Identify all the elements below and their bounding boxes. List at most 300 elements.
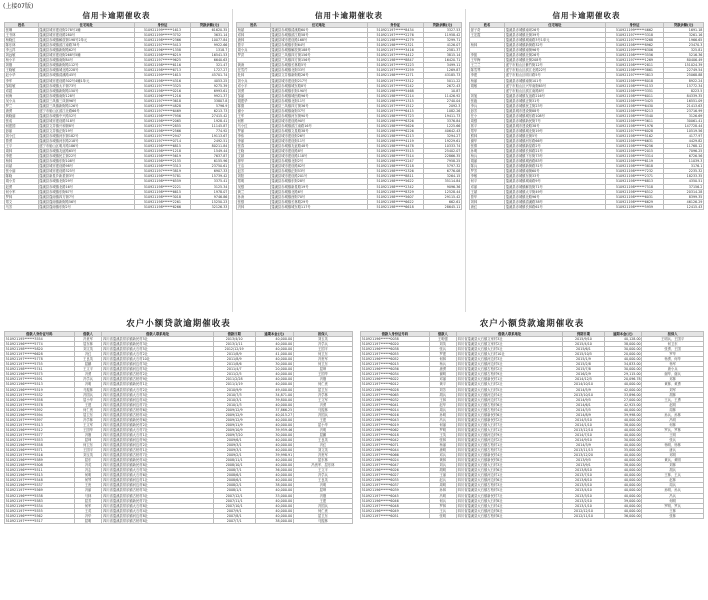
table-cell: 蓬溪县赤城镇新街路31号	[505, 164, 606, 169]
table-cell: 罗明、罗兵	[642, 503, 704, 508]
credit-card-overdue-table-1	[4, 9, 229, 312]
table-cell: 蓬溪县赤城镇北街11号	[270, 98, 367, 103]
table-cell: 23716.99	[664, 108, 704, 113]
table-cell: 510921198******6119	[605, 159, 664, 164]
table-cell: 2007/7/1	[213, 518, 255, 523]
table-cell: 蓬溪县赤城镇南街96号	[505, 48, 606, 53]
table-cell: 冯红	[74, 352, 102, 357]
table-cell: 20,000.00	[255, 367, 293, 372]
table-cell: 张明	[429, 513, 456, 518]
table-cell: 2007/9/1	[213, 508, 255, 513]
table-cell: 2740.04	[423, 98, 461, 103]
table-cell: 蓬溪县赤城镇北街39号	[505, 33, 606, 38]
table-cell: 李伟	[237, 134, 271, 139]
table-cell: 2013/9/5	[563, 458, 604, 463]
table-cell: 四川省蓬溪县大石镇河边村8社	[457, 508, 563, 513]
table-cell: 2672.43	[423, 83, 461, 88]
table-cell: 屈小华	[74, 397, 102, 402]
table-cell: 四川省蓬溪县常乐镇新民村4社	[102, 458, 213, 463]
table-cell: 四川省蓬溪县大石镇古柏村6社	[457, 402, 563, 407]
table-cell: 510921198******6559	[134, 179, 190, 184]
table-cell: 510921198******2221	[134, 184, 190, 189]
table-cell: 40,000.00	[604, 508, 642, 513]
table-cell: 刘阳	[237, 174, 271, 179]
table-cell: 510921197******3813	[605, 73, 664, 78]
table-cell: 25402.07	[423, 149, 461, 154]
table-cell: 李敏	[470, 174, 505, 179]
table-cell: 王晓敏	[5, 68, 39, 73]
column-header: 姓名	[237, 23, 271, 28]
table-cell: 四川省蓬溪县大石镇文家村3社	[457, 337, 563, 342]
table-cell: 510921197******5513	[5, 422, 75, 427]
table-cell: 510921198******6326	[367, 118, 423, 123]
table-cell: 四川省蓬溪县大石镇大石村7社	[457, 422, 563, 427]
table-cell: 四川省蓬溪县大石镇古柏村1社	[457, 443, 563, 448]
table-cell: 33807.8	[190, 98, 228, 103]
table-cell: 冯国兵	[293, 503, 352, 508]
table-cell: 510921196******5592	[5, 407, 75, 412]
table-cell: 郑华	[470, 128, 505, 133]
table-cell: 2010/9/9	[213, 387, 255, 392]
table-cell: 510921198******3611	[605, 118, 664, 123]
table-cell: 黄晓丽	[5, 113, 39, 118]
table-cell: 510921199******1613	[134, 28, 190, 33]
table-cell: 遂宁市船山区明月路5号	[505, 73, 606, 78]
table-cell: 40,000.00	[255, 382, 293, 387]
table-cell: 四川省蓬溪县常乐镇古柏村5社	[102, 493, 213, 498]
table-cell: 510921198******7956	[134, 113, 190, 118]
table-cell: 谢华	[470, 139, 505, 144]
table-cell: 四川省蓬溪县常乐镇大石村5社	[102, 347, 213, 352]
table-cell: 何建国	[5, 123, 39, 128]
table-cell: 四川省蓬溪县常乐镇古柏村8社	[102, 518, 213, 523]
table-cell: 杨丽	[470, 78, 505, 83]
table-cell: 510921197******3618	[134, 98, 190, 103]
table-cell: 冯学兵	[74, 377, 102, 382]
table-cell: 王宏霞	[470, 33, 505, 38]
table-cell: 冯学兵	[293, 473, 352, 478]
table-cell: 曾平	[237, 43, 271, 48]
table-cell: 510921198******3218	[367, 164, 423, 169]
table-cell: 40,000.00	[255, 342, 293, 347]
table-cell: 19411.73	[423, 113, 461, 118]
table-cell: 蓬溪县赤城镇河东街182号	[38, 134, 134, 139]
table-cell: 蓬溪县文井镇兴和街8号	[38, 123, 134, 128]
column-header: 借款人身份证号码	[5, 332, 75, 337]
table-cell: 谢小	[237, 108, 271, 113]
table-cell: 王良英	[293, 437, 352, 442]
table-cell: 蓬溪县三凤镇四方街156号	[270, 58, 367, 63]
table-cell: 510921196******5515	[5, 473, 75, 478]
table-cell: 冯志	[74, 468, 102, 473]
table-cell: 蓬溪县文井镇正街19号	[38, 128, 134, 133]
table-cell: 蓬溪县赤城镇友谊路48号	[270, 144, 367, 149]
table-cell: 16541.53	[190, 53, 228, 58]
table-cell: 冯兵	[642, 493, 704, 498]
table-cell: 510921197******6055	[361, 352, 430, 357]
table-cell: 2014/3/5	[563, 407, 604, 412]
table-cell: 蓬溪县赤城镇正街31号	[505, 98, 606, 103]
table-cell: 王洁	[237, 164, 271, 169]
table-cell: 39,959.46	[255, 427, 293, 432]
table-cell: 774.92	[190, 128, 228, 133]
table-cell: 冯华	[74, 513, 102, 518]
table-cell: 40,000.00	[255, 473, 293, 478]
table-cell: 邹绍敏	[5, 83, 39, 88]
table-cell: 2014/8/9	[563, 412, 604, 417]
table-cell: 蓬溪县赤城镇新星路2号	[505, 144, 606, 149]
table-cell: 周兵	[642, 483, 704, 488]
table-cell: 四川省蓬溪县常乐镇大石村1社	[102, 432, 213, 437]
table-cell: 2012/11/10	[563, 513, 604, 518]
table-cell: 510921198******3515	[367, 149, 423, 154]
table-cell: 蓬溪县三凤镇新街路126号	[38, 103, 134, 108]
table-cell: 马林	[74, 493, 102, 498]
table-cell: 1549.44	[190, 149, 228, 154]
table-cell: 冯红	[293, 443, 352, 448]
table-cell: 5796.9	[190, 103, 228, 108]
table-cell: 唐红	[470, 204, 505, 209]
table-cell: 蓬溪县城市建设路302号4幢1单元	[38, 78, 134, 83]
table-cell: 510921198******1976	[605, 123, 664, 128]
table-cell: 2013/1/11	[213, 342, 255, 347]
table-cell: 蓬溪县赤城镇东街33号	[505, 174, 606, 179]
table-cell: 孙明	[429, 412, 456, 417]
table-cell: 39,000.00	[604, 498, 642, 503]
table-cell: 四川省蓬溪县常乐镇古柏村1社	[102, 448, 213, 453]
table-cell: 四川省蓬溪县常乐镇古柏村9社	[102, 377, 213, 382]
table-cell: 邓明	[642, 453, 704, 458]
table-cell: 2009/10/9	[213, 427, 255, 432]
table-cell: 2013/10/10	[563, 392, 604, 397]
table-cell: 王国华	[293, 372, 352, 377]
table-cell: 四川省蓬溪县大石镇河边村5社	[457, 362, 563, 367]
table-cell: 何丽	[429, 422, 456, 427]
table-cell: 510921196******6046	[361, 498, 430, 503]
table-cell: 四川省蓬溪县常乐镇河边村7社	[102, 402, 213, 407]
table-cell: 510921197******3416	[367, 48, 423, 53]
table-cell: 510921198******7518	[605, 184, 664, 189]
table-cell: 510921196******5589	[5, 458, 75, 463]
table-cell: 510921198******3540	[605, 113, 664, 118]
table-cell: 四川省蓬溪县常乐镇河边村1社	[102, 478, 213, 483]
table-cell: 蓬溪县赤城镇民主街23号	[505, 103, 606, 108]
table-cell: 510921198******8018	[605, 78, 664, 83]
table-cell: 29,115.00	[604, 372, 642, 377]
table-cell: 510921197******8434	[367, 28, 423, 33]
table-cell: 蓬溪县赤城镇城南路3号1单元	[505, 38, 606, 43]
table-cell: 遂宁市船山区明月路186号	[38, 144, 134, 149]
table-cell: 四川省蓬溪县常乐镇新民村8社	[102, 463, 213, 468]
table-cell: 510921198******6011	[605, 93, 664, 98]
table-cell: 彭丽	[5, 128, 39, 133]
table-cell: 蓬溪县城市建设街26号	[270, 134, 367, 139]
table-cell: 1691.18	[664, 28, 704, 33]
table-cell: 蓬溪县赤城镇新街路62号	[38, 48, 134, 53]
table-cell: 40,015.27	[255, 412, 293, 417]
table-cell: 刘旭	[470, 93, 505, 98]
table-cell: 冯刚	[293, 493, 352, 498]
table-cell: 蓬溪县城市建设路82号	[270, 164, 367, 169]
column-header: 到期日期	[563, 332, 604, 337]
column-header: 姓名	[470, 23, 505, 28]
table-cell: 杨林	[470, 43, 505, 48]
table-cell: 4126.07	[423, 43, 461, 48]
table-cell: 马小红	[237, 123, 271, 128]
table-cell: 四川省蓬溪县常乐镇河边村9社	[102, 437, 213, 442]
table-cell: 四川省蓬溪县大石镇古柏村4社	[457, 407, 563, 412]
table-cell: 蓬溪县城市建设街217号	[270, 78, 367, 83]
table-cell: 王文军	[74, 422, 102, 427]
table-cell: 四川省蓬溪县常乐镇大石村3社	[102, 468, 213, 473]
table-cell: 黄平	[429, 382, 456, 387]
table-cell: 谢华、谢兵	[642, 372, 704, 377]
table-cell: 510921198******4316	[134, 78, 190, 83]
table-cell: 胡建华	[237, 98, 271, 103]
table-cell: 510921196******6043	[361, 417, 430, 422]
table-cell: 郭平	[470, 123, 505, 128]
table-cell: 510921198******3018	[134, 194, 190, 199]
table-cell: 510921196******6062	[361, 427, 430, 432]
column-header: 贷款余额(元)	[664, 23, 704, 28]
table-cell: 40,000.00	[255, 463, 293, 468]
table-cell: 2011/1/19	[213, 382, 255, 387]
table-cell: 84339.35	[664, 93, 704, 98]
table-cell: 510921198******2214	[367, 93, 423, 98]
table-cell: 冯学林	[74, 417, 102, 422]
table-cell: 2009/7/20	[213, 432, 255, 437]
table-cell: 蓬溪县赤城镇河东路66号	[505, 139, 606, 144]
credit-card-table-1	[4, 22, 229, 210]
table-cell: 510921198******4478	[367, 144, 423, 149]
table-cell: 王兵、王勇	[642, 397, 704, 402]
table-cell: 罗芳	[470, 169, 505, 174]
table-cell: 遂宁市船山区滨江南路8号	[505, 88, 606, 93]
table-cell: 510921198******5162	[605, 134, 664, 139]
table-cell: 黄涛	[237, 63, 271, 68]
table-cell: 2007/12/1	[213, 493, 255, 498]
table-cell: 510921198******5508	[5, 463, 75, 468]
table-cell: 何卫东	[74, 443, 102, 448]
table-cell: 510921198******2261	[134, 199, 190, 204]
table-cell: 四川省蓬溪县大石镇大石村8社	[457, 498, 563, 503]
table-cell: 510921197******5532	[5, 392, 75, 397]
table-cell: 何平	[470, 179, 505, 184]
table-cell: 32126.33	[190, 204, 228, 209]
table-cell: 15250.23	[190, 199, 228, 204]
table-row	[470, 204, 704, 209]
table-cell: 蓬溪县赤城镇东街67号	[38, 189, 134, 194]
table-cell: 屈芳	[74, 498, 102, 503]
credit-card-table-2-title: 信用卡逾期催收表	[315, 11, 383, 20]
table-cell: 唐勇	[5, 108, 39, 113]
table-cell: 510921196******6052	[361, 357, 430, 362]
table-cell: 23750.61	[190, 164, 228, 169]
table-cell: 3125.34	[190, 184, 228, 189]
table-row	[5, 204, 229, 209]
table-cell: 四川省蓬溪县常乐镇河边村2社	[102, 443, 213, 448]
table-cell: 34,833.00	[604, 362, 642, 367]
table-cell: 20,096.78	[604, 377, 642, 382]
table-cell: 2014/1/10	[563, 422, 604, 427]
table-cell: 孙涛	[237, 194, 271, 199]
table-cell: 冯贵军	[293, 453, 352, 458]
table-cell: 510921197******6020	[361, 342, 430, 347]
table-cell: 罗明	[429, 427, 456, 432]
table-cell: 冯刚	[293, 377, 352, 382]
table-cell: 文颖	[237, 154, 271, 159]
table-cell: 邓超	[5, 88, 39, 93]
table-cell: 2581.37	[423, 48, 461, 53]
table-cell: 李云祥	[5, 48, 39, 53]
table-cell: 刘玉英	[74, 453, 102, 458]
table-cell: 662.61	[423, 199, 461, 204]
table-cell: 510921198******7514	[367, 154, 423, 159]
table-cell: 蓬溪县城市建设路201号	[270, 174, 367, 179]
table-cell: 陈晓	[5, 174, 39, 179]
table-cell: 3264.15	[423, 174, 461, 179]
table-cell: 510921197******3223	[367, 63, 423, 68]
table-cell: 李振	[470, 53, 505, 58]
table-cell: 蓬溪县赤城镇城西路96号	[270, 93, 367, 98]
table-cell: 蓬溪县赤城镇解放街198号2单元	[38, 38, 134, 43]
table-cell: 40,000.00	[255, 508, 293, 513]
column-header: 住宅地址	[270, 23, 367, 28]
column-header: 逾期本金(元)	[604, 332, 642, 337]
table-cell: 王文平	[74, 367, 102, 372]
table-cell: 遂宁市船山区兴华南街65号	[505, 83, 606, 88]
table-cell: 510921196******5512	[5, 427, 75, 432]
table-cell: 冯林	[237, 204, 271, 209]
table-cell: 四川省蓬溪县大石镇河边村6社	[457, 478, 563, 483]
table-cell: 39,998.91	[255, 453, 293, 458]
table-cell: 510921198******6622	[367, 199, 423, 204]
table-cell: 33,000.00	[255, 493, 293, 498]
table-cell: 赵华	[429, 402, 456, 407]
table-cell: 25068.88	[664, 73, 704, 78]
table-cell: 5797.32	[423, 164, 461, 169]
table-cell: 40,000.00	[604, 468, 642, 473]
column-header: 担保人	[293, 332, 352, 337]
table-cell: 2009/12/9	[213, 412, 255, 417]
column-header: 身份证	[367, 23, 423, 28]
column-header: 住宅地址	[505, 23, 606, 28]
table-cell: 10519.56	[664, 128, 704, 133]
loan-table-2-title: 农户小额贷款逾期催收表	[479, 319, 585, 329]
table-cell: 四川省蓬溪县常乐镇河边村4社	[102, 397, 213, 402]
table-cell: 王国华	[74, 427, 102, 432]
table-cell: 12415.43	[664, 204, 704, 209]
table-cell: 22749.54	[664, 68, 704, 73]
table-cell: 王兵	[429, 508, 456, 513]
table-cell: 510921197******3325	[134, 83, 190, 88]
table-cell: 510921197******5555	[5, 508, 75, 513]
table-cell: 510921197******4412	[367, 53, 423, 58]
table-row	[361, 513, 704, 518]
column-header: 借款日期	[213, 332, 255, 337]
table-cell: 40,000.00	[604, 493, 642, 498]
table-cell: 1225.66	[423, 123, 461, 128]
table-cell: 11768.12	[664, 144, 704, 149]
table-cell: 2008/6/1	[213, 478, 255, 483]
table-cell: 唐勇	[429, 367, 456, 372]
table-cell: 2014/7/10	[563, 432, 604, 437]
table-cell: 6776.08	[423, 169, 461, 174]
table-cell: 2014/6/1	[563, 402, 604, 407]
table-cell: 冯贵军	[74, 337, 102, 342]
table-cell: 510921198******6713	[134, 68, 190, 73]
table-cell: 四川省蓬溪县常乐镇河边村8社	[102, 513, 213, 518]
table-cell: 510921196******6024	[361, 458, 430, 463]
table-cell: 510921196******5511	[5, 468, 75, 473]
table-cell: 510921197******5591	[5, 377, 75, 382]
table-cell: 胡小芳	[5, 179, 39, 184]
table-cell: 510921198******7232	[605, 169, 664, 174]
table-cell: 510921198******0216	[134, 88, 190, 93]
table-cell: 510921197******6047	[361, 463, 430, 468]
table-cell: 510921198******4213	[367, 134, 423, 139]
table-cell: 4053.25	[190, 78, 228, 83]
table-cell: 何海	[5, 93, 39, 98]
table-cell: 张林	[429, 437, 456, 442]
table-cell: 510921198******6256	[605, 144, 664, 149]
table-cell: 6155.96	[190, 159, 228, 164]
table-cell: 孙明、孙兵	[642, 488, 704, 493]
table-cell: 1727.27	[190, 68, 228, 73]
table-cell: 510921198******1271	[367, 73, 423, 78]
table-cell: 510921196******6044	[361, 448, 430, 453]
table-cell: 2014/5/9	[563, 387, 604, 392]
table-cell: 刘军	[642, 387, 704, 392]
table-cell: 510921197******6027	[361, 473, 430, 478]
table-cell: 蓬溪县赤城镇太平街73号	[38, 83, 134, 88]
table-cell: 冯国兵	[293, 412, 352, 417]
table-cell: 2008/11/1	[213, 458, 255, 463]
table-cell: 蓬溪县赤城镇滨江南路78号	[38, 43, 134, 48]
table-cell: 510921197******6019	[361, 422, 430, 427]
table-cell: 王贵	[74, 483, 102, 488]
table-cell: 510921196******5594	[5, 412, 75, 417]
table-cell: 510921197******2276	[367, 33, 423, 38]
table-cell: 510921198******2155	[134, 159, 190, 164]
table-cell: 黄林	[429, 458, 456, 463]
table-cell: 2010/3/1	[213, 397, 255, 402]
table-cell: 蓬溪县赤城镇民主街22号	[38, 154, 134, 159]
table-cell: 冯兵	[429, 417, 456, 422]
table-cell: 蓬溪县蓬南镇东街2号	[38, 204, 134, 209]
table-cell: 四川省蓬溪县大石镇古柏村8社	[457, 513, 563, 518]
table-cell: 蓬溪县赤城镇东街190号	[270, 88, 367, 93]
table-cell: 510921197******6048	[361, 503, 430, 508]
column-header: 贷款余额(元)	[423, 23, 461, 28]
table-cell: 蓬溪县赤城镇北街29号	[38, 179, 134, 184]
table-cell: 1966.65	[664, 38, 704, 43]
table-cell: 蓬溪县新星乡新星街3号	[38, 174, 134, 179]
table-cell: 向斌	[5, 164, 39, 169]
table-cell: 15772.34	[664, 83, 704, 88]
table-cell: 40,000.00	[604, 382, 642, 387]
table-cell: 510921198******8847	[367, 58, 423, 63]
table-cell: 510921198******3861	[605, 68, 664, 73]
table-cell: 何卫东	[293, 352, 352, 357]
table-cell: 28645.11	[423, 204, 461, 209]
table-cell: 39,998.00	[604, 412, 642, 417]
table-cell: 510921197******6051	[361, 513, 430, 518]
table-cell: 蓬溪县赤城镇南坝26号	[505, 28, 606, 33]
table-cell: 何仁贵	[293, 382, 352, 387]
table-cell: 4429.82	[664, 139, 704, 144]
table-cell: 蓬溪县赤城镇新民街7号	[505, 118, 606, 123]
